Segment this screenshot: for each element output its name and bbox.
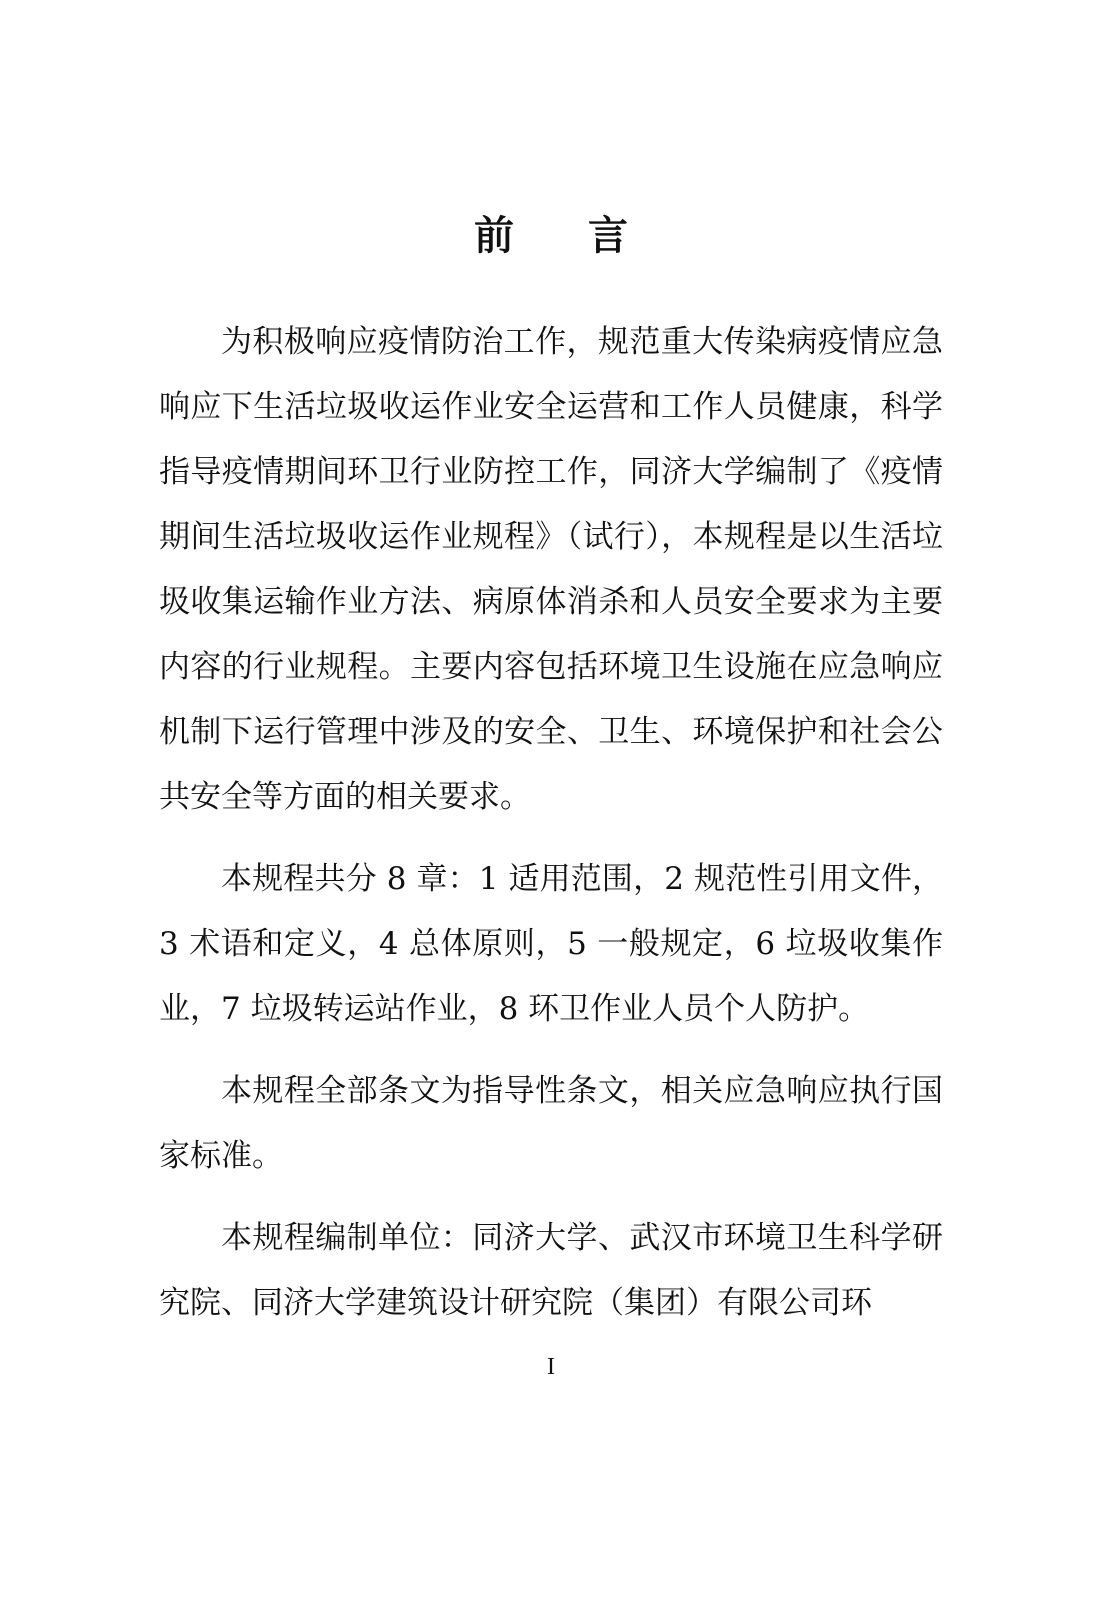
paragraph-chapters: 本规程共分 8 章：1 适用范围，2 规范性引用文件，3 术语和定义，4 总体原则，5 一般规定，6 垃圾收集作业，7 垃圾转运站作业，8 环卫作业人员个人防护。 (159, 861, 943, 1027)
paragraph-authors: 本规程编制单位：同济大学、武汉市环境卫生科学研究院、同济大学建筑设计研究院（集团）有限公司环 (159, 1220, 943, 1321)
document-body (159, 310, 943, 1336)
page-title: 前 言 (474, 213, 658, 259)
page-number: I (547, 1354, 555, 1380)
paragraph-intro: 为积极响应疫情防治工作，规范重大传染病疫情应急响应下生活垃圾收运作业安全运营和工作人员健康，科学指导疫情期间环卫行业防控工作，同济大学编制了《疫情期间生活垃圾收运作业规程》（试行），本规程是以生活垃圾收集运输作业方法、病原体消杀和人员安全要求为主要内容的行业规程。主要内容包括环境卫生设施在应急响应机制下运行管理中涉及的安全、卫生、环境保护和社会公共安全等方面的相关要求。 (159, 324, 943, 815)
paragraph-guidance: 本规程全部条文为指导性条文，相关应急响应执行国家标准。 (159, 1073, 943, 1174)
